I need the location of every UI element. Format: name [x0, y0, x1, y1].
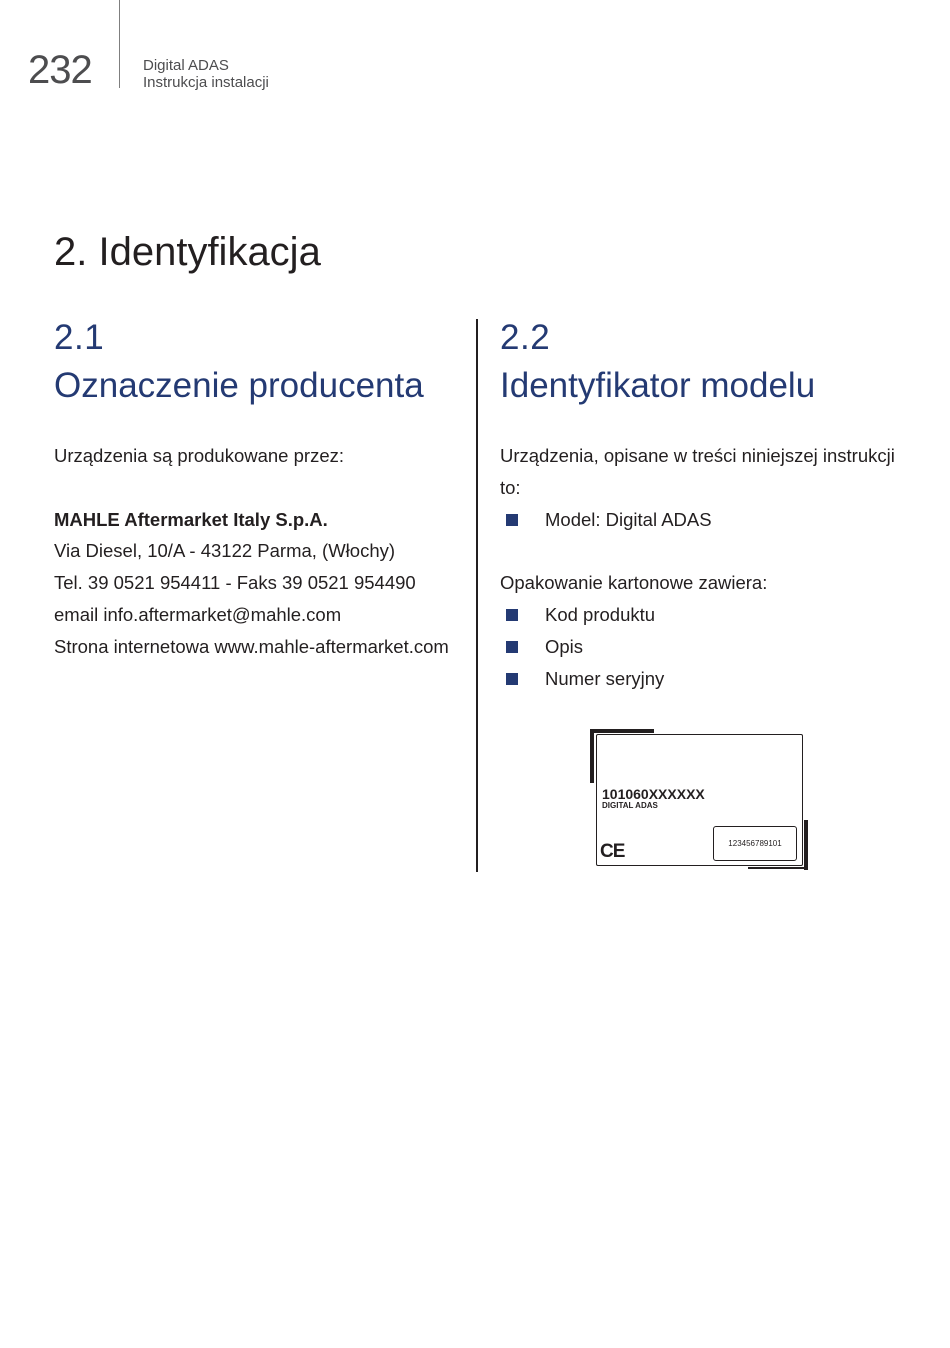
section-number: 2.1	[54, 318, 105, 357]
label-corner-mark	[804, 820, 808, 870]
ce-mark-icon: CE	[600, 841, 625, 862]
intro-text: Urządzenia, opisane w treści niniejszej instrukcji to:	[500, 445, 895, 498]
list-item	[500, 631, 905, 663]
company-email: email info.aftermarket@mahle.com	[54, 603, 342, 625]
company-address: Via Diesel, 10/A - 43122 Parma, (Włochy)	[54, 540, 396, 562]
list-item	[500, 663, 905, 695]
square-bullet-icon	[506, 641, 518, 653]
square-bullet-icon	[506, 673, 518, 685]
spacer	[54, 472, 464, 504]
box-contents-intro: Opakowanie kartonowe zawiera:	[500, 572, 768, 594]
square-bullet-icon	[506, 514, 518, 526]
label-corner-mark	[748, 867, 808, 869]
label-product-name: DIGITAL ADAS	[602, 801, 658, 810]
list-item-text: Opis	[545, 635, 584, 657]
company-phone: Tel. 39 0521 954411 - Faks 39 0521 954490	[54, 572, 416, 594]
document-title-line2: Instrukcja instalacji	[143, 74, 269, 91]
section-body	[500, 440, 905, 694]
document-title	[143, 57, 269, 91]
company-name: MAHLE Aftermarket Italy S.p.A.	[54, 508, 328, 530]
label-serial-number: 123456789101	[713, 826, 797, 861]
section-number: 2.2	[500, 318, 551, 357]
list-item	[500, 504, 905, 536]
page-number: 232	[28, 48, 92, 92]
square-bullet-icon	[506, 609, 518, 621]
product-label-illustration	[588, 728, 813, 873]
intro-text: Urządzenia są produkowane przez:	[54, 445, 344, 466]
section-title: Identyfikator modelu	[500, 366, 816, 405]
list-item-text: Kod produktu	[545, 603, 656, 625]
document-title-line1: Digital ADAS	[143, 57, 229, 74]
label-corner-mark	[590, 729, 654, 733]
section-model-identifier	[500, 314, 905, 694]
header-divider	[119, 0, 120, 88]
column-divider	[476, 319, 478, 872]
section-body	[54, 440, 464, 663]
list-item-text: Numer seryjny	[545, 667, 665, 689]
list-item	[500, 599, 905, 631]
section-manufacturer	[54, 314, 464, 663]
label-product-code: 101060XXXXXX	[602, 786, 705, 802]
chapter-title: 2. Identyfikacja	[54, 230, 321, 274]
list-item-text: Model: Digital ADAS	[545, 508, 712, 530]
spacer	[500, 535, 905, 567]
section-title: Oznaczenie producenta	[54, 366, 424, 405]
label-corner-mark	[590, 729, 594, 783]
company-website: Strona internetowa www.mahle-aftermarket.com	[54, 635, 449, 657]
